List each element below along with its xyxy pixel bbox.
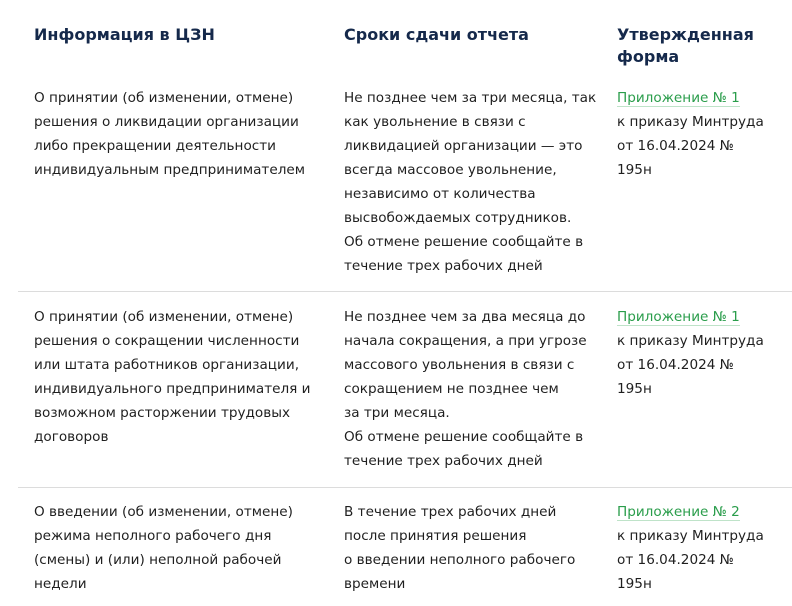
column-header-deadline: Сроки сдачи отчета (344, 25, 529, 44)
deadline-line: Об отмене решение сообщайте в (344, 234, 584, 250)
deadline-cell (344, 86, 597, 278)
deadline-cell (344, 500, 592, 596)
column-header-form (617, 24, 777, 68)
info-line: недели (34, 576, 87, 592)
form-line: к приказу Минтруда (617, 528, 764, 544)
form-line: к приказу Минтруда (617, 333, 764, 349)
row-divider (18, 487, 792, 488)
deadline-line: течение трех рабочих дней (344, 453, 543, 469)
column-header-info: Информация в ЦЗН (34, 25, 215, 44)
info-line: возможном расторжении трудовых (34, 405, 291, 421)
column-header-form-line2: форма (617, 47, 680, 66)
form-cell (617, 500, 782, 596)
deadline-line: Не позднее чем за три месяца, так (344, 90, 597, 106)
deadline-line: за три месяца. (344, 405, 450, 421)
deadline-line: течение трех рабочих дней (344, 258, 543, 274)
info-line: решения о сокращении численности (34, 333, 300, 349)
deadline-line: Об отмене решение сообщайте в (344, 429, 584, 445)
deadline-line: В течение трех рабочих дней (344, 504, 557, 520)
deadline-line: начала сокращения, а при угрозе (344, 333, 587, 349)
table-row (0, 500, 792, 606)
deadline-line: после принятия решения (344, 528, 527, 544)
info-cell (34, 500, 319, 596)
form-line: от 16.04.2024 № (617, 357, 734, 373)
deadline-line: ликвидацией организации — это (344, 138, 583, 154)
table-row (0, 86, 792, 291)
table-header-row (0, 0, 792, 76)
info-line: решения о ликвидации организации (34, 114, 299, 130)
info-line: договоров (34, 429, 109, 445)
form-line: от 16.04.2024 № (617, 138, 734, 154)
info-line: О принятии (об изменении, отмене) (34, 90, 294, 106)
form-appendix-link[interactable]: Приложение № 2 (617, 504, 740, 520)
form-appendix-link[interactable]: Приложение № 1 (617, 309, 740, 325)
form-cell (617, 305, 782, 401)
deadline-line: времени (344, 576, 406, 592)
deadline-line: массового увольнения в связи с (344, 357, 575, 373)
form-line: 195н (617, 381, 652, 397)
info-line: индивидуального предпринимателя и (34, 381, 311, 397)
form-appendix-link[interactable]: Приложение № 1 (617, 90, 740, 106)
info-line: О введении (об изменении, отмене) (34, 504, 293, 520)
column-header-form-line1: Утвержденная (617, 25, 754, 44)
info-line: либо прекращении деятельности (34, 138, 276, 154)
deadline-line: высвобождаемых сотрудников. (344, 210, 572, 226)
deadline-line: независимо от количества (344, 186, 536, 202)
info-line: индивидуальным предпринимателем (34, 162, 305, 178)
form-line: 195н (617, 162, 652, 178)
row-divider (18, 291, 792, 292)
deadline-line: как увольнение в связи с (344, 114, 526, 130)
deadline-line: всегда массовое увольнение, (344, 162, 557, 178)
form-line: к приказу Минтруда (617, 114, 764, 130)
info-cell (34, 305, 319, 449)
info-line: или штата работников организации, (34, 357, 300, 373)
info-line: режима неполного рабочего дня (34, 528, 272, 544)
deadline-line: сокращением не позднее чем (344, 381, 559, 397)
deadline-cell (344, 305, 592, 473)
info-line: О принятии (об изменении, отмене) (34, 309, 294, 325)
info-cell (34, 86, 319, 182)
form-cell (617, 86, 782, 182)
deadline-line: о введении неполного рабочего (344, 552, 576, 568)
table-row (0, 305, 792, 487)
form-line: 195н (617, 576, 652, 592)
deadline-line: Не позднее чем за два месяца до (344, 309, 586, 325)
info-line: (смены) и (или) неполной рабочей (34, 552, 282, 568)
form-line: от 16.04.2024 № (617, 552, 734, 568)
